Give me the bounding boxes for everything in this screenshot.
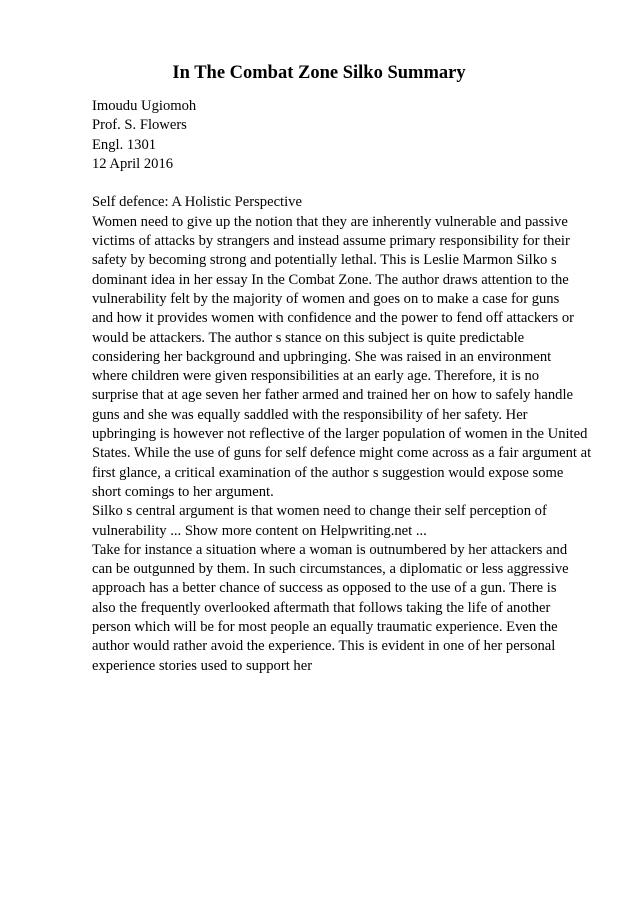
essay-line: dominant idea in her essay In the Combat Zone. The author draws attention to the bbox=[92, 271, 569, 288]
essay-line: States. While the use of guns for self defence might come across as a fair argument at bbox=[92, 445, 592, 462]
essay-line: safety by becoming strong and potentially lethal. This is Leslie Marmon Silko s bbox=[92, 252, 557, 269]
header-date: 12 April 2016 bbox=[92, 155, 174, 172]
essay-line: Self defence: A Holistic Perspective bbox=[92, 194, 302, 211]
essay-line: Take for instance a situation where a woman is outnumbered by her attackers and bbox=[92, 541, 568, 558]
essay-line: guns and she was equally saddled with the responsibility of her safety. Her bbox=[92, 406, 528, 423]
essay-line: and how it provides women with confidence and the power to fend off attackers or bbox=[92, 310, 574, 327]
essay-line: author would rather avoid the experience. This is evident in one of her personal bbox=[92, 638, 556, 655]
header-course: Engl. 1301 bbox=[92, 136, 157, 153]
essay-line: experience stories used to support her bbox=[92, 657, 313, 674]
paragraph-spacer bbox=[92, 174, 632, 193]
essay-line: where children were given responsibilities at an early age. Therefore, it is no bbox=[92, 368, 540, 385]
essay-line: Silko s central argument is that women need to change their self perception of bbox=[92, 503, 547, 520]
essay-line: victims of attacks by strangers and instead assume primary responsibility for their bbox=[92, 233, 570, 250]
essay-line: short comings to her argument. bbox=[92, 483, 274, 500]
essay-line: approach has a better chance of success as opposed to the use of a gun. There is bbox=[92, 580, 557, 597]
header-author: Imoudu Ugiomoh bbox=[92, 98, 197, 114]
essay-line: person which will be for most people an equally traumatic experience. Even the bbox=[92, 619, 558, 636]
essay-line: can be outgunned by them. In such circumstances, a diplomatic or less aggressive bbox=[92, 561, 569, 578]
essay-line: first glance, a critical examination of the author s suggestion would expose some bbox=[92, 464, 564, 481]
essay-line: vulnerability ... Show more content on Helpwriting.net ... bbox=[92, 522, 427, 539]
document-body bbox=[92, 97, 632, 676]
essay-line: vulnerability felt by the majority of women and goes on to make a case for guns bbox=[92, 290, 560, 307]
essay-line: surprise that at age seven her father armed and trained her on how to safely handle bbox=[92, 387, 573, 404]
essay-line: considering her background and upbringing. She was raised in an environment bbox=[92, 348, 552, 365]
essay-line: Women need to give up the notion that they are inherently vulnerable and passive bbox=[92, 213, 568, 230]
essay-line: would be attackers. The author s stance on this subject is quite predictable bbox=[92, 329, 525, 346]
essay-line: upbringing is however not reflective of the larger population of women in the United bbox=[92, 426, 588, 443]
document-title: In The Combat Zone Silko Summary bbox=[172, 63, 466, 83]
essay-line: also the frequently overlooked aftermath that follows taking the life of another bbox=[92, 599, 551, 616]
header-professor: Prof. S. Flowers bbox=[92, 117, 187, 134]
essay-text bbox=[92, 193, 632, 675]
